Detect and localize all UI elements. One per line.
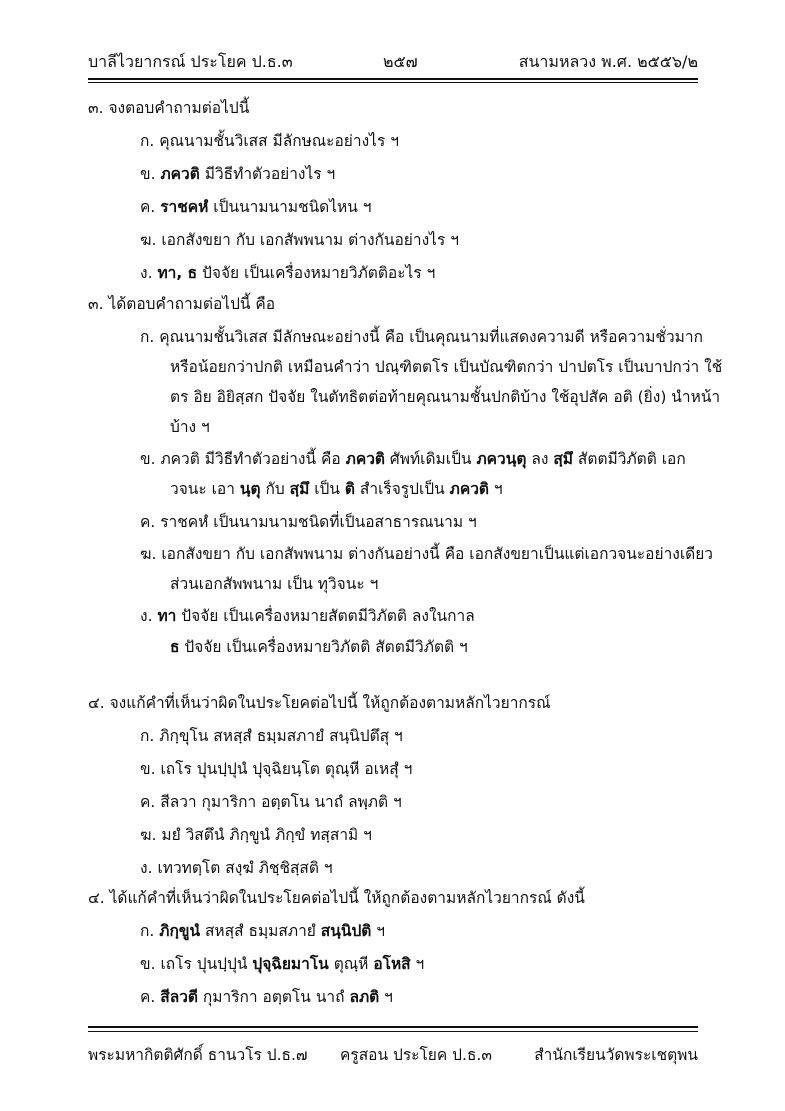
item-term: ปุจฺฉิยมาโน — [252, 955, 329, 973]
item-text: ปัจจัย เป็นเครื่องหมายวิภัตติ สัตตมีวิภัตติ ฯ — [179, 638, 468, 656]
item-text: ฯ — [379, 988, 393, 1006]
item-text: เป็น — [309, 480, 345, 498]
answer-3-continuation — [170, 637, 468, 657]
item-text: กุมาริกา อตฺตโน นาถํ — [197, 988, 350, 1006]
header-course-title: บาลีไวยากรณ์ ประโยค ป.ธ.๓ — [88, 52, 293, 71]
item-term: ภควนฺตุ — [476, 450, 527, 468]
answer-4-item — [140, 921, 385, 941]
item-term: ภควติ — [345, 450, 385, 468]
item-term: นฺตุ — [239, 480, 261, 498]
item-mark: ข. — [140, 165, 156, 183]
question-3-item — [140, 263, 435, 283]
item-text: ฯ — [410, 955, 425, 973]
item-text: ฯ — [371, 922, 385, 940]
item-text: สัตตมีวิภัตติ เอก — [573, 450, 686, 468]
answer-3-continuation: หรือน้อยกว่าปกติ เหมือนคำว่า ปณฺฑิตตโร เป็นบัณฑิตกว่า ปาปตโร เป็นบาปกว่า ใช้ — [170, 358, 723, 376]
question-3-item — [140, 164, 335, 184]
answer-4-item — [140, 954, 424, 974]
item-mark: ฆ. — [140, 826, 157, 844]
item-term: อโหสิ — [373, 955, 411, 973]
item-term: สฺมึ — [289, 480, 310, 498]
item-text: ปัจจัย เป็นเครื่องหมายวิภัตติอะไร ฯ — [197, 264, 436, 282]
item-text: ตุณฺหี — [328, 955, 374, 973]
item-mark: ง. — [140, 607, 153, 625]
header-rule-thin — [88, 82, 698, 83]
item-mark: ข. — [140, 955, 156, 973]
answer-3-continuation: ตร อิย อิยิสฺสก ปัจจัย ในตัทธิตต่อท้ายคุณนามชั้นปกติบ้าง ใช้อุปสัค อติ (ยิ่ง) นำหน้า — [170, 388, 721, 406]
item-text: เอกสังขยา กับ เอกสัพพนาม ต่างกันอย่างนี้ คือ เอกสังขยาเป็นแต่เอกวจนะอย่างเดียว — [161, 545, 713, 563]
item-mark: ง. — [140, 264, 153, 282]
header-exam-session: สนามหลวง พ.ศ. ๒๕๕๖/๒ — [518, 52, 698, 71]
item-term: สีลวตี — [160, 988, 198, 1006]
item-term: ภิกฺขูนํ — [159, 922, 201, 940]
item-term: สฺมึ — [553, 450, 573, 468]
item-mark: ค. — [140, 198, 156, 216]
question-4-item — [140, 792, 402, 812]
item-mark: ก. — [140, 922, 155, 940]
item-mark: ข. — [140, 760, 156, 778]
item-mark: ฆ. — [140, 231, 157, 249]
item-term: ราชคหํ — [160, 198, 209, 216]
item-text: สำเร็จรูปเป็น — [354, 480, 450, 498]
header-page-number: ๒๕๗ — [383, 52, 418, 71]
question-3-item — [140, 230, 459, 250]
question-4-item — [140, 726, 403, 746]
item-mark: ค. — [140, 513, 156, 531]
item-mark: ง. — [140, 859, 153, 877]
page-header — [88, 50, 698, 76]
item-text: เทวทตฺโต สงฺฆํ ภิชฺชิสฺสติ ฯ — [157, 859, 333, 877]
item-text: คุณนามชั้นวิเสส มีลักษณะอย่างไร ฯ — [159, 132, 399, 150]
question-3-item — [140, 131, 399, 151]
answer-3-title: ๓. ได้ตอบคำถามต่อไปนี้ คือ — [88, 295, 276, 313]
item-mark: ข. — [140, 450, 156, 468]
question-4-title: ๔. จงแก้คำที่เห็นว่าผิดในประโยคต่อไปนี้ ให้ถูกต้องตามหลักไวยากรณ์ — [88, 694, 551, 712]
item-term: ทา, ธ — [157, 264, 198, 282]
question-3-title: ๓. จงตอบคำถามต่อไปนี้ — [88, 99, 250, 117]
item-text: เถโร ปุนปฺปุนํ — [160, 955, 253, 973]
item-text: ปัจจัย เป็นเครื่องหมายสัตตมีวิภัตติ ลงในกาล — [176, 607, 475, 625]
footer-teacher: ครูสอน ประโยค ป.ธ.๓ — [340, 1046, 492, 1064]
question-4-item — [140, 858, 333, 878]
answer-3-item — [140, 449, 686, 469]
item-text: สีลวา กุมาริกา อตฺตโน นาถํ ลพฺภติ ฯ — [160, 793, 402, 811]
answer-3-continuation — [170, 479, 503, 499]
item-mark: ฆ. — [140, 545, 157, 563]
answer-3-item — [140, 606, 475, 626]
item-term: สนฺนิปติ — [320, 922, 372, 940]
item-text: เป็นนามนามชนิดไหน ฯ — [208, 198, 372, 216]
item-mark: ก. — [140, 328, 155, 346]
item-term: ลภติ — [349, 988, 380, 1006]
item-term: ภควติ — [160, 165, 200, 183]
answer-3-item — [140, 512, 477, 532]
answer-3-item — [140, 544, 713, 564]
question-4-item — [140, 825, 372, 845]
item-text: คุณนามชั้นวิเสส มีลักษณะอย่างนี้ คือ เป็นคุณนามที่แสดงความดี หรือความชั่วมาก — [159, 328, 703, 346]
item-text: ราชคหํ เป็นนามนามชนิดที่เป็นอสาธารณนาม ฯ — [160, 513, 477, 531]
item-text: ศัพท์เดิมเป็น — [384, 450, 477, 468]
item-text: มยํ วิสตึนํ ภิกฺขูนํ ภิกฺขํ ทสฺสามิ ฯ — [161, 826, 372, 844]
answer-3-continuation: บ้าง ฯ — [170, 418, 210, 436]
item-text: ฯ — [488, 480, 503, 498]
item-term: ภควติ — [449, 480, 489, 498]
item-text: ภควติ มีวิธีทำตัวอย่างนี้ คือ — [160, 450, 346, 468]
footer-rule-thick — [88, 1026, 698, 1028]
item-text: กับ — [260, 480, 290, 498]
footer-author: พระมหากิตติศักดิ์ ธานวโร ป.ธ.๗ — [88, 1046, 308, 1064]
item-term: ธ — [170, 638, 180, 656]
header-rule-thick — [88, 78, 698, 80]
item-text: สหสฺสํ ธมฺมสภายํ — [200, 922, 321, 940]
item-text: เอกสังขยา กับ เอกสัพพนาม ต่างกันอย่างไร ฯ — [161, 231, 459, 249]
item-text: มีวิธีทำตัวอย่างไร ฯ — [199, 165, 336, 183]
item-term: ทา — [157, 607, 177, 625]
item-mark: ค. — [140, 793, 156, 811]
item-mark: ก. — [140, 727, 155, 745]
answer-3-item — [140, 327, 703, 347]
item-text: วจนะ เอา — [170, 480, 240, 498]
item-mark: ค. — [140, 988, 156, 1006]
answer-4-title: ๔. ได้แก้คำที่เห็นว่าผิดในประโยคต่อไปนี้ ให้ถูกต้องตามหลักไวยากรณ์ ดังนี้ — [88, 889, 585, 907]
question-4-item — [140, 759, 412, 779]
item-text: เถโร ปุนปฺปุนํ ปุจฺฉิยนฺโต ตุณฺหี อเหสุํ ฯ — [160, 760, 413, 778]
question-3-item — [140, 197, 372, 217]
footer-rule-thin — [88, 1031, 698, 1032]
item-term: ติ — [344, 480, 355, 498]
item-mark: ก. — [140, 132, 155, 150]
item-text: ภิกฺขุโน สหสฺสํ ธมฺมสภายํ สนฺนิปตึสุ ฯ — [159, 727, 403, 745]
item-text: ลง — [526, 450, 554, 468]
footer-institution: สำนักเรียนวัดพระเชตุพน — [534, 1046, 698, 1064]
answer-3-continuation: ส่วนเอกสัพพนาม เป็น ทุวิจนะ ฯ — [170, 575, 379, 593]
answer-4-item — [140, 987, 393, 1007]
page-footer — [88, 1042, 698, 1066]
